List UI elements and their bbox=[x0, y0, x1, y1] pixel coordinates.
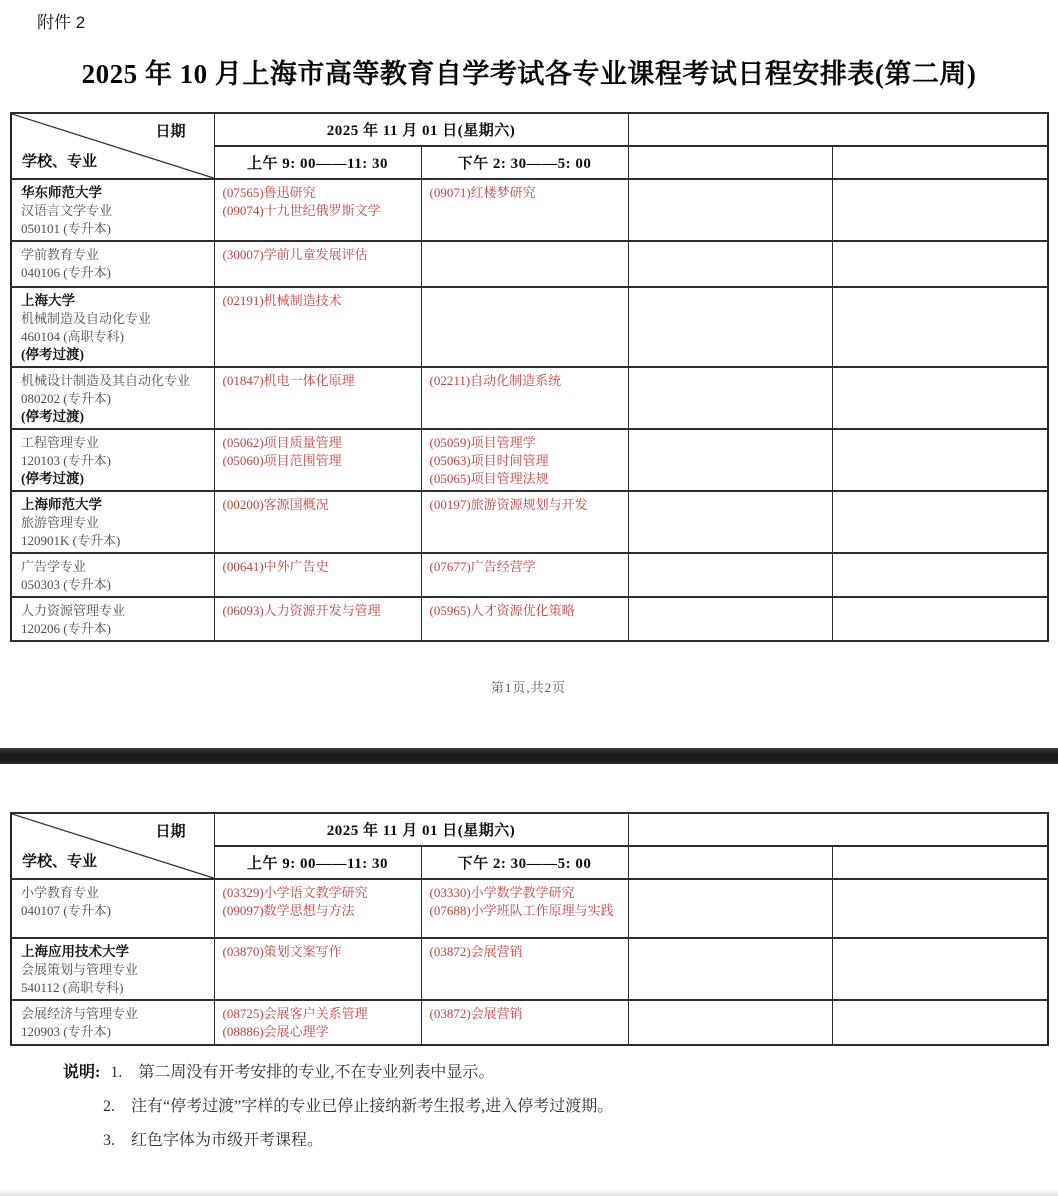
morning-courses-cell bbox=[214, 553, 421, 597]
major-line: 120206 (专升本) bbox=[21, 621, 111, 636]
table-row bbox=[11, 429, 1048, 491]
empty-header-cell bbox=[832, 146, 1048, 179]
school-name: 上海大学 bbox=[21, 293, 75, 308]
empty-cell bbox=[628, 938, 832, 1000]
major-line: 会展经济与管理专业 bbox=[21, 1006, 139, 1021]
empty-header-cell bbox=[628, 113, 1048, 146]
course-item: (03330)小学数学教学研究 bbox=[429, 885, 575, 900]
course-item: (05059)项目管理学 bbox=[429, 435, 536, 450]
afternoon-courses-cell bbox=[421, 879, 628, 938]
empty-cell bbox=[832, 879, 1048, 938]
course-item: (08725)会展客户关系管理 bbox=[222, 1006, 368, 1021]
course-item: (05060)项目范围管理 bbox=[222, 453, 342, 468]
major-line: 050101 (专升本) bbox=[21, 221, 111, 236]
empty-cell bbox=[628, 429, 832, 491]
course-item: (02191)机械制造技术 bbox=[222, 293, 342, 308]
morning-courses-cell bbox=[214, 491, 421, 553]
school-major-cell bbox=[11, 179, 214, 241]
course-item: (03872)会展营销 bbox=[429, 944, 523, 959]
note-text: 注有“停考过渡”字样的专业已停止接纳新考生报考,进入停考过渡期。 bbox=[131, 1098, 614, 1115]
morning-courses-cell bbox=[214, 879, 421, 938]
major-line: 人力资源管理专业 bbox=[21, 603, 126, 618]
major-line: 汉语言文学专业 bbox=[21, 203, 113, 218]
afternoon-courses-cell bbox=[421, 287, 628, 367]
school-major-cell bbox=[11, 241, 214, 287]
school-major-cell bbox=[11, 287, 214, 367]
morning-session-header: 上午 9: 00——11: 30 bbox=[214, 846, 421, 879]
empty-cell bbox=[628, 1000, 832, 1045]
empty-cell bbox=[628, 879, 832, 938]
course-item: (05063)项目时间管理 bbox=[429, 453, 549, 468]
course-item: (06093)人力资源开发与管理 bbox=[222, 603, 381, 618]
empty-cell bbox=[832, 429, 1048, 491]
course-item: (09071)红楼梦研究 bbox=[429, 185, 536, 200]
course-item: (03329)小学语文教学研究 bbox=[222, 885, 368, 900]
major-line: 540112 (高职专科) bbox=[21, 980, 124, 995]
empty-cell bbox=[628, 367, 832, 429]
empty-cell bbox=[832, 938, 1048, 1000]
afternoon-courses-cell bbox=[421, 938, 628, 1000]
school-major-cell bbox=[11, 429, 214, 491]
major-line: 040106 (专升本) bbox=[21, 265, 111, 280]
note-number: 3. bbox=[103, 1132, 115, 1149]
major-line: 工程管理专业 bbox=[21, 435, 100, 450]
afternoon-courses-cell bbox=[421, 179, 628, 241]
table-row bbox=[11, 597, 1048, 641]
major-line: 会展策划与管理专业 bbox=[21, 962, 139, 977]
page-number: 第1页,共2页 bbox=[490, 680, 567, 695]
note-number: 1. bbox=[110, 1064, 123, 1081]
major-line: 050303 (专升本) bbox=[21, 577, 111, 592]
empty-cell bbox=[628, 553, 832, 597]
morning-courses-cell bbox=[214, 179, 421, 241]
morning-courses-cell bbox=[214, 287, 421, 367]
empty-cell bbox=[832, 491, 1048, 553]
table-row bbox=[11, 179, 1048, 241]
attachment-label: 附件 2 bbox=[37, 13, 86, 32]
major-line: 学前教育专业 bbox=[21, 247, 100, 262]
school-major-label: 学校、专业 bbox=[22, 854, 98, 870]
school-major-cell bbox=[11, 1000, 214, 1045]
table-row bbox=[11, 1000, 1048, 1045]
school-major-cell bbox=[11, 491, 214, 553]
major-line: 040107 (专升本) bbox=[21, 903, 111, 918]
table-row bbox=[11, 287, 1048, 367]
table-header-row-date bbox=[11, 113, 1048, 146]
note-number: 2. bbox=[103, 1098, 115, 1115]
school-name: 华东师范大学 bbox=[21, 185, 102, 200]
empty-cell bbox=[832, 367, 1048, 429]
afternoon-session-header: 下午 2: 30——5: 00 bbox=[421, 846, 628, 879]
exam-date-header: 2025 年 11 月 01 日(星期六) bbox=[214, 113, 628, 146]
school-major-cell bbox=[11, 879, 214, 938]
empty-cell bbox=[832, 597, 1048, 641]
table-row bbox=[11, 553, 1048, 597]
empty-header-cell bbox=[628, 813, 1048, 846]
afternoon-courses-cell bbox=[421, 553, 628, 597]
date-label: 日期 bbox=[155, 824, 186, 840]
note-text: 第二周没有开考安排的专业,不在专业列表中显示。 bbox=[138, 1064, 495, 1081]
page-title: 2025 年 10 月上海市高等教育自学考试各专业课程考试日程安排表(第二周) bbox=[81, 59, 977, 89]
empty-cell bbox=[628, 597, 832, 641]
course-item: (09097)数学思想与方法 bbox=[222, 903, 355, 918]
next-page-edge bbox=[0, 1189, 1058, 1196]
empty-cell bbox=[628, 241, 832, 287]
transition-suspended-label: (停考过渡) bbox=[21, 347, 84, 362]
major-line: 120901K (专升本) bbox=[21, 533, 121, 548]
major-line: 080202 (专升本) bbox=[21, 391, 111, 406]
table-row bbox=[11, 491, 1048, 553]
course-item: (00641)中外广告史 bbox=[222, 559, 329, 574]
course-item: (05965)人才资源优化策略 bbox=[429, 603, 575, 618]
table-row bbox=[11, 241, 1048, 287]
transition-suspended-label: (停考过渡) bbox=[21, 471, 84, 486]
table-row bbox=[11, 938, 1048, 1000]
course-item: (08886)会展心理学 bbox=[222, 1024, 329, 1039]
course-item: (09074)十九世纪俄罗斯文学 bbox=[222, 203, 381, 218]
empty-header-cell bbox=[628, 146, 832, 179]
major-line: 120903 (专升本) bbox=[21, 1024, 111, 1039]
afternoon-courses-cell bbox=[421, 1000, 628, 1045]
major-line: 机械设计制造及其自动化专业 bbox=[21, 373, 191, 388]
empty-cell bbox=[628, 491, 832, 553]
school-name: 上海师范大学 bbox=[21, 497, 102, 512]
course-item: (00200)客源国概况 bbox=[222, 497, 329, 512]
empty-header-cell bbox=[832, 846, 1048, 879]
schedule-table-page1 bbox=[10, 112, 1049, 642]
morning-courses-cell bbox=[214, 241, 421, 287]
note-item bbox=[63, 1062, 1003, 1084]
major-line: 广告学专业 bbox=[21, 559, 87, 574]
table-row bbox=[11, 367, 1048, 429]
afternoon-courses-cell bbox=[421, 597, 628, 641]
course-item: (05065)项目管理法规 bbox=[429, 471, 549, 486]
school-major-cell bbox=[11, 938, 214, 1000]
notes-label: 说明: bbox=[63, 1064, 101, 1081]
table-header-row-date bbox=[11, 813, 1048, 846]
school-major-label: 学校、专业 bbox=[22, 154, 98, 170]
course-item: (05062)项目质量管理 bbox=[222, 435, 342, 450]
transition-suspended-label: (停考过渡) bbox=[21, 409, 84, 424]
empty-cell bbox=[832, 553, 1048, 597]
note-item bbox=[63, 1130, 1003, 1152]
note-text: 红色字体为市级开考课程。 bbox=[131, 1132, 324, 1149]
schedule-table-page2 bbox=[10, 812, 1049, 1046]
major-line: 旅游管理专业 bbox=[21, 515, 100, 530]
school-major-cell bbox=[11, 553, 214, 597]
date-label: 日期 bbox=[155, 124, 186, 140]
table-row bbox=[11, 879, 1048, 938]
empty-cell bbox=[832, 179, 1048, 241]
morning-session-header: 上午 9: 00——11: 30 bbox=[214, 146, 421, 179]
major-line: 机械制造及自动化专业 bbox=[21, 311, 152, 326]
school-major-cell bbox=[11, 597, 214, 641]
course-item: (30007)学前儿童发展评估 bbox=[222, 247, 368, 262]
morning-courses-cell bbox=[214, 938, 421, 1000]
course-item: (07677)广告经营学 bbox=[429, 559, 536, 574]
notes-section bbox=[63, 1062, 1003, 1164]
major-line: 小学教育专业 bbox=[21, 885, 100, 900]
major-line: 120103 (专升本) bbox=[21, 453, 111, 468]
course-item: (03870)策划文案写作 bbox=[222, 944, 342, 959]
empty-cell bbox=[832, 241, 1048, 287]
course-item: (07688)小学班队工作原理与实践 bbox=[429, 903, 614, 918]
afternoon-courses-cell bbox=[421, 491, 628, 553]
course-item: (02211)自动化制造系统 bbox=[429, 373, 562, 388]
afternoon-courses-cell bbox=[421, 429, 628, 491]
morning-courses-cell bbox=[214, 1000, 421, 1045]
page-break-separator bbox=[0, 748, 1058, 764]
course-item: (00197)旅游资源规划与开发 bbox=[429, 497, 588, 512]
morning-courses-cell bbox=[214, 367, 421, 429]
school-name: 上海应用技术大学 bbox=[21, 944, 129, 959]
course-item: (07565)鲁迅研究 bbox=[222, 185, 316, 200]
empty-cell bbox=[832, 1000, 1048, 1045]
major-line: 460104 (高职专科) bbox=[21, 329, 124, 344]
empty-cell bbox=[628, 287, 832, 367]
note-item bbox=[63, 1096, 1003, 1118]
diagonal-header-cell bbox=[11, 113, 214, 179]
afternoon-courses-cell bbox=[421, 241, 628, 287]
empty-header-cell bbox=[628, 846, 832, 879]
empty-cell bbox=[832, 287, 1048, 367]
morning-courses-cell bbox=[214, 429, 421, 491]
course-item: (03872)会展营销 bbox=[429, 1006, 523, 1021]
school-major-cell bbox=[11, 367, 214, 429]
morning-courses-cell bbox=[214, 597, 421, 641]
diagonal-header-cell bbox=[11, 813, 214, 879]
afternoon-session-header: 下午 2: 30——5: 00 bbox=[421, 146, 628, 179]
afternoon-courses-cell bbox=[421, 367, 628, 429]
empty-cell bbox=[628, 179, 832, 241]
exam-date-header: 2025 年 11 月 01 日(星期六) bbox=[214, 813, 628, 846]
course-item: (01847)机电一体化原理 bbox=[222, 373, 355, 388]
